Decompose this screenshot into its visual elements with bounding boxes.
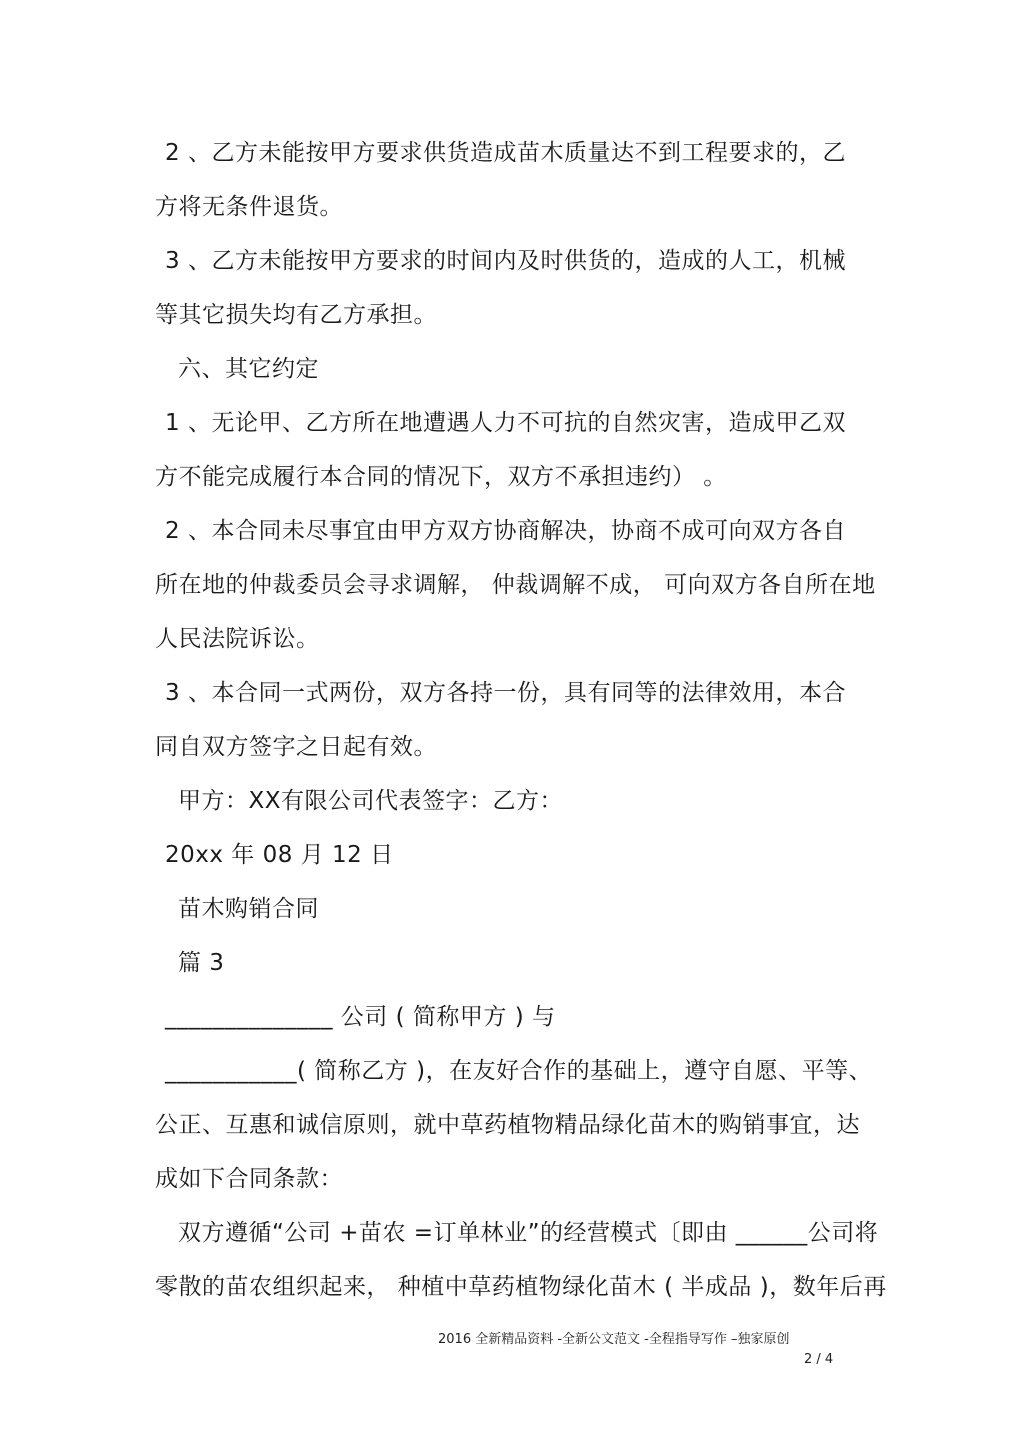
text-line: 公正、互惠和诚信原则，就中草药植物精品绿化苗木的购销事宜，达 [155,1112,860,1138]
text-line: 2 、本合同未尽事宜由甲方双方协商解决，协商不成可向双方各自 [165,518,846,544]
contract-title: 苗木购销合同 [178,896,319,922]
text-line: ______________ 公司 ( 简称甲方 ) 与 [165,1004,556,1030]
text-line: 所在地的仲裁委员会寻求调解， 仲裁调解不成， 可向双方各自所在地 [155,572,876,598]
footer-slogan: 2016 全新精品资料 -全新公文范文 -全程指导写作 –独家原创 [438,1332,790,1347]
signature-line: 甲方：XX有限公司代表签字：乙方： [178,788,564,814]
text-line: 3 、乙方未能按甲方要求的时间内及时供货的，造成的人工，机械 [165,248,846,274]
text-line: 等其它损失均有乙方承担。 [155,302,437,328]
text-line: 零散的苗农组织起来， 种植中草药植物绿化苗木 ( 半成品 )，数年后再 [155,1274,887,1300]
section-heading: 六、其它约定 [178,356,319,382]
text-line: 成如下合同条款： [155,1166,343,1192]
text-line: 同自双方签字之日起有效。 [155,734,437,760]
text-line: 双方遵循“公司 +苗农 =订单林业”的经营模式〔即由 ______公司将 [178,1220,879,1246]
date-line: 20xx 年 08 月 12 日 [165,842,394,868]
text-line: 2 、乙方未能按甲方要求供货造成苗木质量达不到工程要求的，乙 [165,140,846,166]
text-line: 1 、无论甲、乙方所在地遭遇人力不可抗的自然灾害，造成甲乙双 [165,410,846,436]
text-line: 方将无条件退货。 [155,194,343,220]
text-line: 3 、本合同一式两份，双方各持一份，具有同等的法律效用，本合 [165,680,846,706]
chapter-label: 篇 3 [178,950,225,976]
page-number: 2 / 4 [804,1352,834,1367]
text-line: 人民法院诉讼。 [155,626,320,652]
text-line: ___________( 简称乙方 )，在友好合作的基础上，遵守自愿、平等、 [165,1058,873,1084]
text-line: 方不能完成履行本合同的情况下，双方不承担违约） 。 [155,464,727,490]
